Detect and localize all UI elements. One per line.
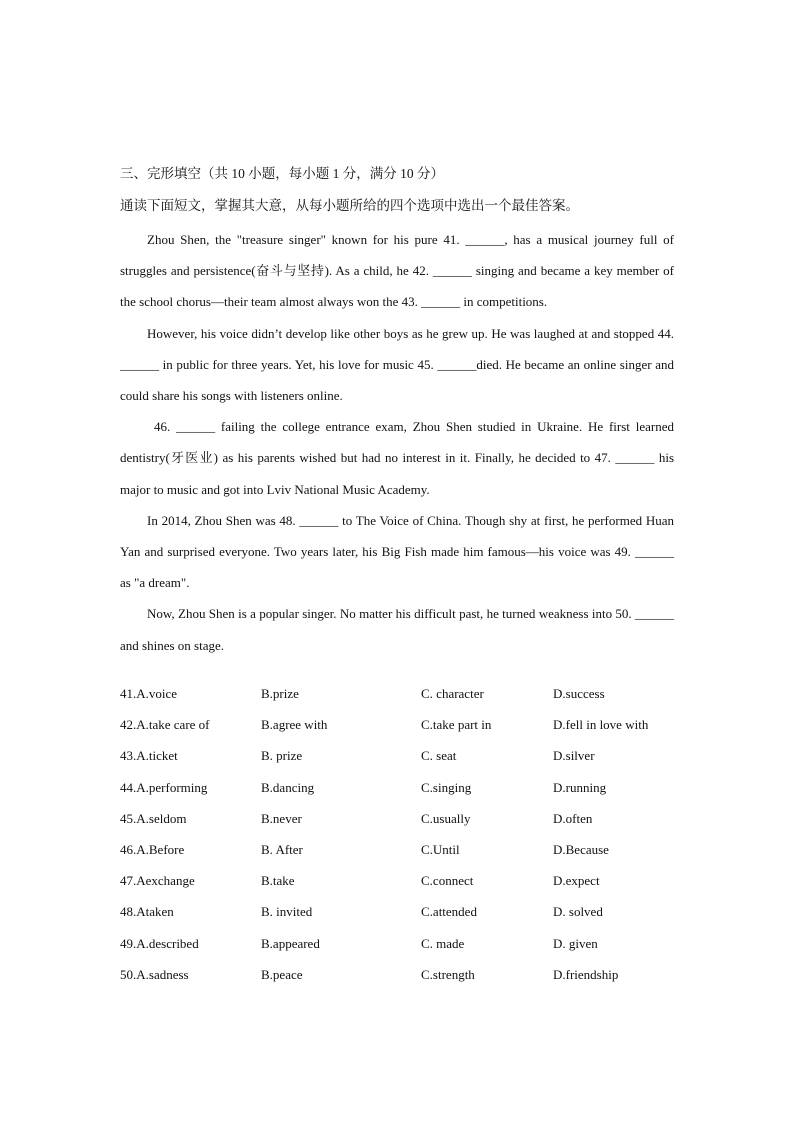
option-a: 43.A.ticket <box>120 748 178 764</box>
option-a: 48.Ataken <box>120 904 174 920</box>
option-c: C.take part in <box>421 717 492 733</box>
question-row-42 <box>120 715 680 746</box>
question-row-48 <box>120 902 680 933</box>
option-b: B.take <box>261 873 295 889</box>
question-row-41 <box>120 684 680 715</box>
passage-paragraph-2: However, his voice didn’t develop like other boys as he grew up. He was laughed at and stopped 44. ______ in public for three years. Yet, his love for music 45. ______died. He became an online singer and could share his songs with listeners online. <box>120 325 674 404</box>
option-b: B. prize <box>261 748 303 764</box>
answer-options-table <box>120 684 680 996</box>
passage-paragraph-3: 46. ______ failing the college entrance exam, Zhou Shen studied in Ukraine. He first learned dentistry(牙医业) as his parents wished but had no interest in it. Finally, he decided to 47. ______ his major to music and got into Lviv National Music Academy. <box>120 419 674 497</box>
section-title: 三、完形填空（共 10 小题，每小题 1 分，满分 10 分） <box>120 166 444 181</box>
option-d: D.silver <box>553 748 595 764</box>
option-c: C.Until <box>421 841 460 857</box>
cloze-passage <box>120 224 674 661</box>
passage-paragraph-5: Now, Zhou Shen is a popular singer. No matter his difficult past, he turned weakness into 50. ______ and shines on stage. <box>120 606 674 653</box>
option-b: B. After <box>261 841 303 857</box>
option-c: C.connect <box>421 873 474 889</box>
option-c: C.singing <box>421 779 472 795</box>
option-c: C. made <box>421 935 465 951</box>
passage-paragraph-1: Zhou Shen, the "treasure singer" known for his pure 41. ______, has a musical journey full of struggles and persistence(奋斗与坚持). As a child, he 42. ______ singing and became a key member of the school chorus—their team almost always won the 43. ______ in competitions. <box>120 232 674 310</box>
option-d: D. solved <box>553 904 603 920</box>
option-a: 41.A.voice <box>120 686 178 701</box>
question-row-44 <box>120 778 680 809</box>
option-c: C.attended <box>421 904 477 920</box>
question-row-49 <box>120 934 680 965</box>
option-b: B.never <box>261 810 302 826</box>
option-c: C. seat <box>421 748 457 764</box>
option-d: D.Because <box>553 841 609 857</box>
question-row-45 <box>120 809 680 840</box>
option-a: 46.A.Before <box>120 841 185 857</box>
option-d: D.friendship <box>553 966 619 982</box>
option-c: C.strength <box>421 966 475 982</box>
question-row-47 <box>120 871 680 902</box>
option-b: B.peace <box>261 966 303 982</box>
section-instruction: 通读下面短文，掌握其大意，从每小题所给的四个选项中选出一个最佳答案。 <box>120 198 579 213</box>
option-a: 49.A.described <box>120 935 199 951</box>
option-d: D.fell in love with <box>553 717 649 733</box>
option-a: 42.A.take care of <box>120 717 210 733</box>
option-b: B.appeared <box>261 935 320 951</box>
option-a: 45.A.seldom <box>120 810 187 826</box>
option-a: 50.A.sadness <box>120 966 189 982</box>
question-row-43 <box>120 746 680 777</box>
question-row-46 <box>120 840 680 871</box>
option-b: B.agree with <box>261 717 328 733</box>
question-row-50 <box>120 965 680 996</box>
option-d: D.often <box>553 810 593 826</box>
option-a: 44.A.performing <box>120 779 208 795</box>
option-a: 47.Aexchange <box>120 873 195 889</box>
option-d: D. given <box>553 935 598 951</box>
option-b: B.prize <box>261 686 299 701</box>
option-b: B. invited <box>261 904 313 920</box>
option-d: D.success <box>553 686 605 701</box>
option-d: D.expect <box>553 873 600 889</box>
option-b: B.dancing <box>261 779 315 795</box>
option-c: C. character <box>421 686 484 701</box>
passage-paragraph-4: In 2014, Zhou Shen was 48. ______ to The Voice of China. Though shy at first, he performed Huan Yan and surprised everyone. Two years later, his Big Fish made him famous—his voice was 49. ______ as "a dream". <box>120 512 674 591</box>
option-c: C.usually <box>421 810 471 826</box>
option-d: D.running <box>553 779 607 795</box>
